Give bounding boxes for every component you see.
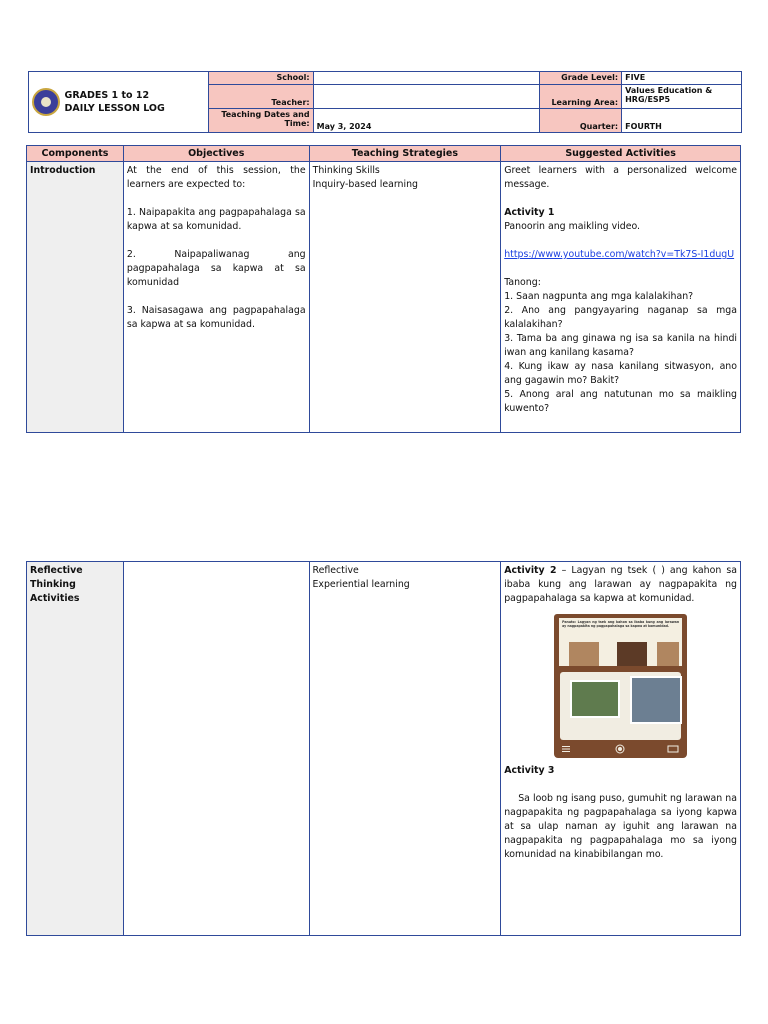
activity-2-picture <box>554 614 687 758</box>
question-item: 3. Tama ba ang ginawa ng isa sa kanila na hindi iwan ang kanilang kasama? <box>504 333 737 358</box>
question-item: 4. Kung ikaw ay nasa kanilang sitwasyon, ano ang gagawin mo? Bakit? <box>504 361 737 386</box>
mini-photo-icon <box>657 642 679 666</box>
tablet-controls-icon <box>560 744 681 754</box>
objective-item: 1. Naipapakita ang pagpapahalaga sa kapwa at sa komunidad. <box>126 207 306 232</box>
grade-level-label: Grade Level: <box>540 72 622 85</box>
log-title <box>65 89 165 115</box>
lesson-table-page-1 <box>26 145 741 433</box>
question-item: 1. Saan nagpunta ang mga kalalakihan? <box>504 291 694 302</box>
column-header-activities: Suggested Activities <box>501 146 741 162</box>
video-link[interactable]: https://www.youtube.com/watch?v=Tk7S-I1dugU <box>504 249 735 260</box>
objectives-lead: At the end of this session, the learners are expected to: <box>126 165 306 190</box>
question-item: 2. Ano ang pangyayaring naganap sa mga kalalakihan? <box>504 305 737 330</box>
logo-cell <box>29 72 209 133</box>
picture-worksheet <box>559 618 682 670</box>
column-header-objectives: Objectives <box>123 146 309 162</box>
header-table <box>28 71 742 133</box>
picture-back-frame <box>554 614 687 674</box>
strategy-item: Inquiry-based learning <box>312 179 418 190</box>
component-reflective: Reflective Thinking Activities <box>27 562 124 936</box>
teacher-value <box>313 85 540 109</box>
objective-item: 3. Naisasagawa ang pagpapahalaga sa kapwa at sa komunidad. <box>126 305 306 330</box>
quarter-label: Quarter: <box>540 109 622 133</box>
log-title-line-1: GRADES 1 to 12 <box>64 90 150 101</box>
lesson-table-page-2 <box>26 561 741 936</box>
deped-seal-icon <box>32 88 60 116</box>
column-header-components: Components <box>27 146 124 162</box>
column-header-strategies: Teaching Strategies <box>309 146 501 162</box>
activities-cell <box>501 562 741 936</box>
strategies-cell <box>309 162 501 433</box>
grade-level-value: FIVE <box>622 72 742 85</box>
teacher-label: Teacher: <box>208 85 313 109</box>
learning-area-value-line-1: Values Education & <box>625 86 713 95</box>
activity-2-title: Activity 2 <box>504 565 557 576</box>
picture-caption: Panuto: Lagyan ng tsek ang kahon sa ibaba kung ang larawan ay nagpapakita ng pagpapahalaga sa kapwa at komunidad. <box>562 620 680 628</box>
strategy-item: Reflective <box>312 565 359 576</box>
teaching-dates-label-line-2: Time: <box>284 119 310 128</box>
teaching-dates-label <box>208 109 313 133</box>
mini-photo-icon <box>617 642 647 666</box>
learning-area-value-line-2: HRG/ESP5 <box>625 95 671 104</box>
learning-area-value <box>622 85 742 109</box>
objectives-cell-empty <box>123 562 309 936</box>
picture-tablet-screen <box>560 672 681 740</box>
school-label: School: <box>208 72 313 85</box>
activity-3-title: Activity 3 <box>504 765 555 776</box>
learning-area-label: Learning Area: <box>540 85 622 109</box>
strategy-item: Experiential learning <box>312 579 410 590</box>
greeting-text: Greet learners with a personalized welcome message. <box>504 165 737 190</box>
question-item: 5. Anong aral ang natutunan mo sa maikling kuwento? <box>504 389 737 414</box>
objective-item: 2. Naipapaliwanag ang pagpapahalaga sa kapwa at sa komunidad <box>126 249 306 288</box>
component-introduction: Introduction <box>27 162 124 433</box>
teaching-dates-label-line-1: Teaching Dates and <box>221 110 310 119</box>
log-title-line-2: DAILY LESSON LOG <box>64 103 165 114</box>
activity-1-title: Activity 1 <box>504 207 555 218</box>
quarter-value: FOURTH <box>622 109 742 133</box>
questions-title: Tanong: <box>504 277 541 288</box>
strategies-cell <box>309 562 501 936</box>
activities-cell <box>501 162 741 433</box>
picture-tablet-frame <box>554 666 687 758</box>
objectives-cell <box>123 162 309 433</box>
school-value <box>313 72 540 85</box>
recycling-bins-photo-icon <box>570 680 620 718</box>
mini-photo-icon <box>569 642 599 666</box>
activity-3-text: Sa loob ng isang puso, gumuhit ng larawan na nagpapakita ng pagpapahalaga sa iyong kapwa at sa ulap naman ay iguhit ang larawan na nagpapakita ng pagpapahalaga mo sa iyong komunidad na kinabibilangan mo. <box>504 793 737 860</box>
strategy-item: Thinking Skills <box>312 165 380 176</box>
activity-2-text: – Lagyan ng tsek ( ) ang kahon sa ibaba kung ang larawan ay nagpapakita ng pagpapahalaga sa kapwa at komunidad. <box>504 565 737 604</box>
teaching-dates-value: May 3, 2024 <box>313 109 540 133</box>
activity-1-text: Panoorin ang maikling video. <box>504 221 641 232</box>
helping-person-photo-icon <box>630 676 682 724</box>
